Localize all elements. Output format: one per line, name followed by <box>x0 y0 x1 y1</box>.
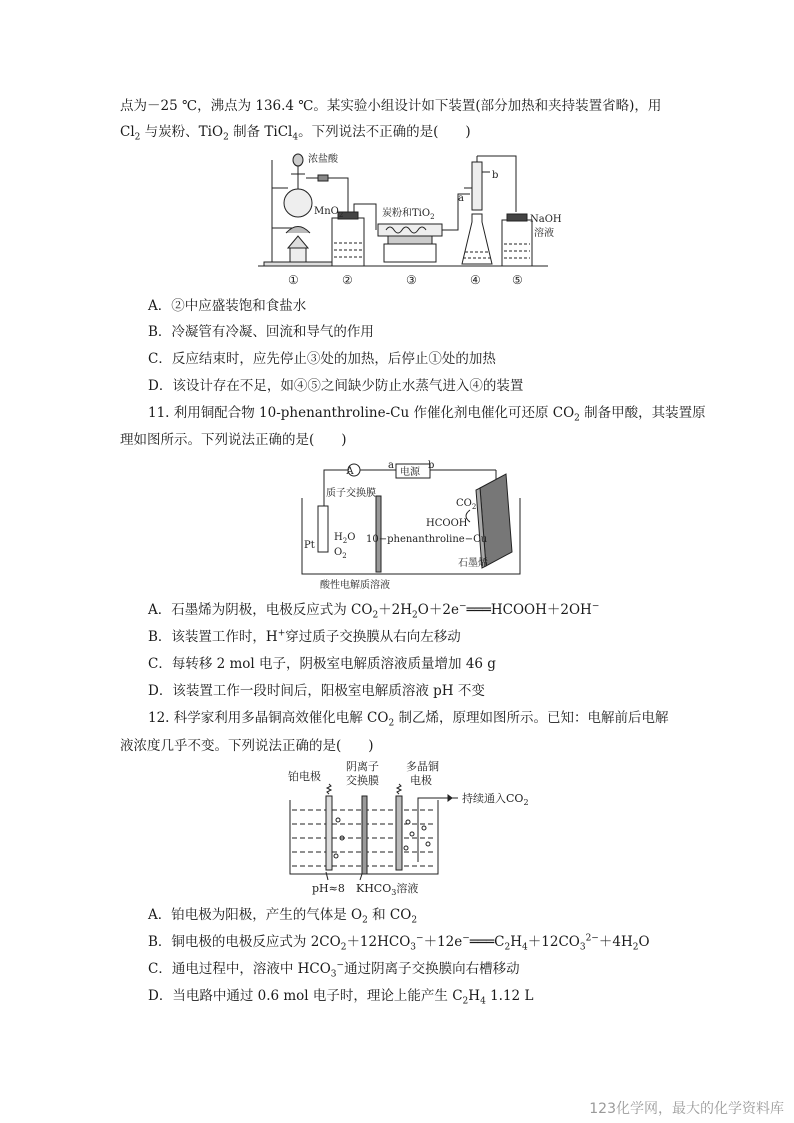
q12-a-s2: 2 <box>411 915 418 926</box>
label-catalyst: 10−phenanthroline−Cu <box>366 534 488 545</box>
q12-option-b <box>148 932 650 952</box>
label-cu-2: 电极 <box>410 774 432 787</box>
q12-b-m2: ＋12e <box>423 934 463 950</box>
q12-b-m1: ＋12HCO <box>346 934 411 950</box>
q12-text-line-2: 液浓度几乎不变。下列说法正确的是( ) <box>120 738 374 754</box>
label-a: a <box>388 460 394 471</box>
q10-ticl-sub: 4 <box>292 132 299 143</box>
q11-text-line-2: 理如图所示。下列说法正确的是( ) <box>120 432 347 448</box>
label-electrolyte: 酸性电解质溶液 <box>320 580 390 591</box>
label-hcooh: HCOOH <box>426 518 468 529</box>
q12-a-pre: A．铂电极为阳极，产生的气体是 O <box>148 907 363 923</box>
q11-line1-sub: 2 <box>574 413 580 424</box>
q11-b-pre: B．该装置工作时，H <box>148 629 278 645</box>
q11-text-line-1 <box>148 403 706 423</box>
q11-a-s2: 2 <box>412 610 418 621</box>
label-pt-electrode: 铂电极 <box>288 770 321 783</box>
q10-mid: 与炭粉、TiO <box>140 124 224 140</box>
q10-line1: 点为－25 ℃，沸点为 136.4 ℃。某实验小组设计如下装置(部分加热和夹持装置省略)，用 <box>120 98 662 114</box>
q11-a-sup2: − <box>591 601 600 612</box>
label-naoh: NaOH <box>530 214 562 225</box>
q10-end: 。下列说法不正确的是( ) <box>298 124 471 140</box>
q12-electrolysis-figure <box>282 762 542 898</box>
q11-a-pre: A．石墨烯为阴极，电极反应式为 CO <box>148 602 373 618</box>
q11-a-sup1: − <box>458 601 467 612</box>
label-khco3-end: 溶液 <box>396 882 419 895</box>
q12-b-end: O <box>638 934 650 950</box>
footer-watermark[interactable]: 123化学网，最大的化学资料库 <box>589 1101 784 1117</box>
label-carbon-tio2-main: 炭粉和TiO <box>382 208 431 219</box>
q11-line1b: 制备甲酸，其装置原 <box>579 405 706 421</box>
label-ph: pH≈8 <box>312 882 345 895</box>
q12-b-m4: H <box>510 934 523 950</box>
q12-b-m6: ＋4H <box>598 934 633 950</box>
label-n2: ② <box>342 273 353 287</box>
q12-a-s1: 2 <box>362 915 368 926</box>
label-o2-sub: 2 <box>342 552 347 560</box>
label-anion-2: 交换膜 <box>346 774 379 787</box>
q12-b-sub6: 3 <box>579 942 586 953</box>
label-h2o <box>334 532 355 545</box>
q12-b-m3: ═══C <box>469 934 505 950</box>
label-h2o-h: H <box>334 532 343 543</box>
q11-a-mid2: O＋2e <box>417 602 459 618</box>
q11-a-mid3: ═══HCOOH＋2OH <box>466 602 592 618</box>
q12-b-s4: 2 <box>504 942 511 953</box>
label-membrane: 质子交换膜 <box>326 488 376 499</box>
label-n4: ④ <box>470 273 481 287</box>
label-b: b <box>492 170 499 181</box>
label-feed-sub: 2 <box>523 798 529 807</box>
label-cu-1: 多晶铜 <box>406 760 439 773</box>
label-solution: 溶液 <box>534 228 554 239</box>
q10-apparatus-figure <box>258 148 562 288</box>
q11-option-a <box>148 600 599 620</box>
q10-cl-sub: 2 <box>134 132 141 143</box>
label-co2-main: CO <box>456 498 472 509</box>
q11-line1a: 11. 利用铜配合物 10-phenanthroline-Cu 作催化剂电催化可还原 CO <box>148 405 575 421</box>
label-ammeter: A <box>346 466 354 477</box>
label-khco3-sub: 3 <box>391 888 397 897</box>
q12-c-end: 通过阴离子交换膜向右槽移动 <box>344 961 520 977</box>
q12-d-end: 1.12 L <box>485 988 534 1004</box>
q10-text-line-1 <box>120 96 661 116</box>
label-h2o-sub: 2 <box>342 537 348 545</box>
q11-electrolysis-figure <box>300 458 530 594</box>
q12-line1a: 12. 科学家利用多晶铜高效催化电解 CO <box>148 710 389 726</box>
q10-cl: Cl <box>120 124 135 140</box>
label-co2 <box>456 498 476 511</box>
q12-line1b: 制乙烯，原理如图所示。已知：电解前后电解 <box>394 710 669 726</box>
q12-a-mid: 和 CO <box>367 907 412 923</box>
q10-tio-sub: 2 <box>223 132 229 143</box>
label-power: 电源 <box>400 467 420 478</box>
label-b: b <box>428 460 435 471</box>
label-co2-sub: 2 <box>471 503 477 511</box>
q10-option-b: B．冷凝管有冷凝、回流和导气的作用 <box>148 324 374 340</box>
q12-d-mid: H <box>468 988 481 1004</box>
label-mno2-sub: 2 <box>338 211 344 219</box>
q10-option-d: D．该设计存在不足，如④⑤之间缺少防止水蒸气进入④的装置 <box>148 378 524 394</box>
q12-c-pre: C．通电过程中，溶液中 HCO <box>148 961 331 977</box>
q11-a-mid: ＋2H <box>378 602 413 618</box>
label-pt: Pt <box>304 540 315 551</box>
q11-option-b <box>148 627 461 647</box>
q12-b-s7: 2 <box>632 942 639 953</box>
q12-b-s1: 2 <box>340 942 347 953</box>
q11-a-s1: 2 <box>372 610 379 621</box>
q12-c-sub: 3 <box>330 969 337 980</box>
q12-b-m5: ＋12CO <box>527 934 580 950</box>
label-anion-1: 阴离子 <box>346 760 379 773</box>
q12-d-pre: D．当电路中通过 0.6 mol 电子时，理论上能产生 C <box>148 988 463 1004</box>
q12-d-s2: 4 <box>480 996 486 1007</box>
label-feed-main: 持续通入CO <box>462 792 524 805</box>
label-feed <box>462 791 529 807</box>
label-mno2-main: MnO <box>314 206 339 217</box>
label-n1: ① <box>288 273 299 287</box>
q10-mid2: 制备 TiCl <box>228 124 293 140</box>
label-o2-main: O <box>334 547 343 558</box>
q12-option-c <box>148 959 520 979</box>
q12-b-pre: B．铜电极的电极反应式为 2CO <box>148 934 341 950</box>
q12-option-d <box>148 986 533 1006</box>
q12-b-sub2: 3 <box>410 942 417 953</box>
label-conc-hcl: 浓盐酸 <box>308 154 338 165</box>
label-graphene: 石墨烯 <box>458 558 488 569</box>
label-khco3 <box>356 881 418 897</box>
q12-d-s1: 2 <box>462 996 469 1007</box>
q10-option-c: C．反应结束时，应先停止③处的加热，后停止①处的加热 <box>148 351 496 367</box>
q12-option-a <box>148 905 417 925</box>
q11-option-c: C．每转移 2 mol 电子，阴极室电解质溶液质量增加 46 g <box>148 656 496 672</box>
q12-line1-sub: 2 <box>388 718 395 729</box>
label-khco3-main: KHCO <box>356 882 392 895</box>
label-n5: ⑤ <box>512 273 523 287</box>
q11-b-sup: + <box>277 628 286 639</box>
label-carbon-tio2-sub: 2 <box>430 213 435 221</box>
q12-b-sup3: − <box>462 933 470 944</box>
label-mno2 <box>314 206 343 219</box>
label-o2 <box>334 547 347 560</box>
q12-c-sup: − <box>336 960 345 971</box>
q12-b-sup6: 2− <box>585 933 599 944</box>
label-a: a <box>458 193 464 204</box>
q12-b-s5: 4 <box>522 942 528 953</box>
q11-b-end: 穿过质子交换膜从右向左移动 <box>285 629 461 645</box>
q10-option-a: A．②中应盛装饱和食盐水 <box>148 298 307 314</box>
q12-text-line-1 <box>148 708 668 728</box>
label-carbon-tio2 <box>382 206 435 221</box>
q11-option-d: D．该装置工作一段时间后，阳极室电解质溶液 pH 不变 <box>148 683 485 699</box>
q10-text-line-2 <box>120 122 471 142</box>
q12-b-sup2: − <box>416 933 424 944</box>
label-h2o-o: O <box>347 532 356 543</box>
label-n3: ③ <box>406 273 417 287</box>
